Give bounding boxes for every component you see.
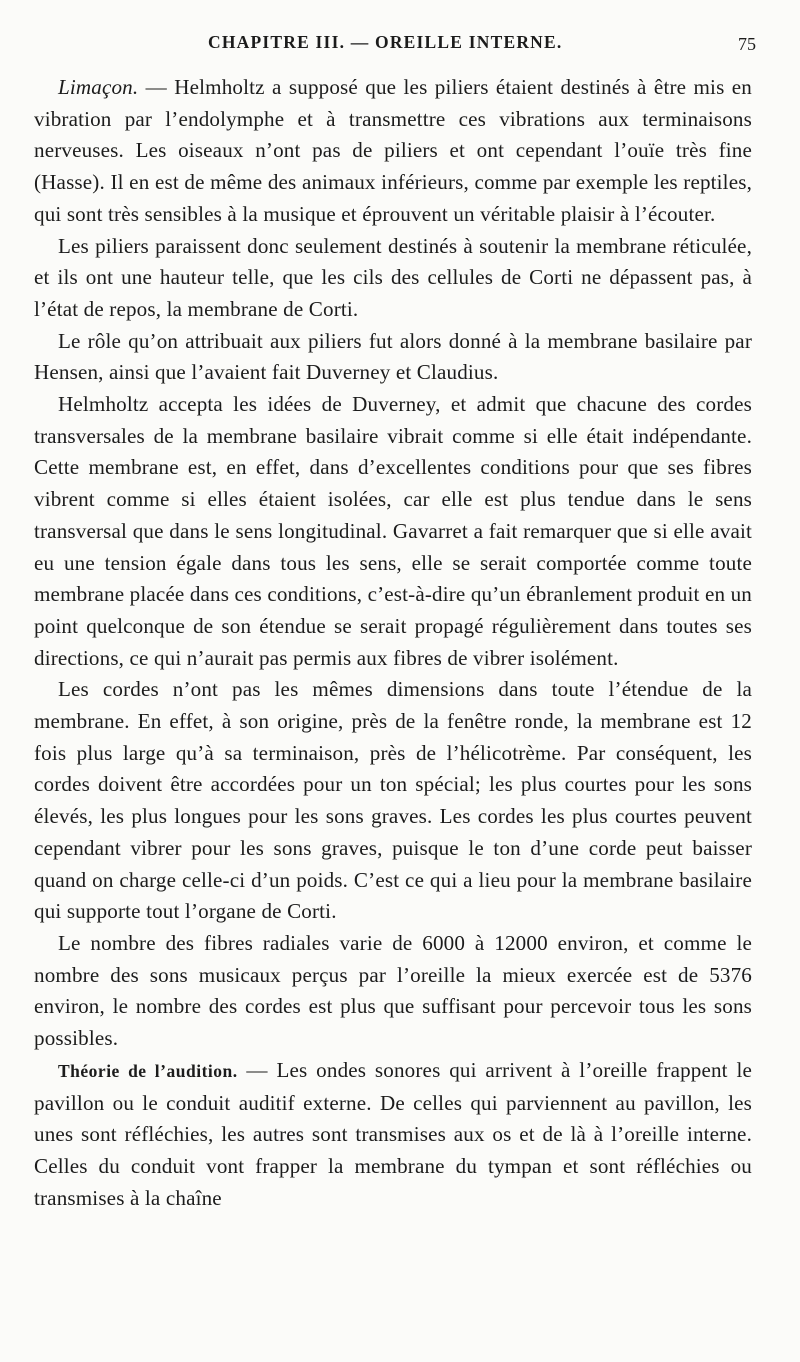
paragraph-piliers: [34, 231, 752, 326]
paragraph-text: — Helmholtz a supposé que les piliers étaient destinés à être mis en vibration par l’endolymphe et à transmettre ces vibrations aux terminaisons nerveuses. Les oiseaux n’ont pas de piliers et ont cependant l’ouïe très fine (Hasse). Il en est de même des animaux inférieurs, comme par exemple les reptiles, qui sont très sensibles à la musique et éprouvent un véritable plaisir à l’écouter.: [34, 75, 752, 226]
paragraph-theorie: [34, 1055, 752, 1215]
paragraph-fibres: [34, 928, 752, 1055]
running-head: [34, 28, 756, 68]
page-number: 75: [738, 34, 756, 54]
paragraph-helmholtz: [34, 389, 752, 674]
body-text: [34, 72, 752, 1214]
paragraph-cordes: [34, 674, 752, 928]
paragraph-text: Les cordes n’ont pas les mêmes dimensions dans toute l’étendue de la membrane. En effet, à son origine, près de la fenêtre ronde, la membrane est 12 fois plus large qu’à sa terminaison, près de l’hélicotrème. Par conséquent, les cordes doivent être accordées pour un ton spécial; les plus courtes pour les sons élevés, les plus longues pour les sons graves. Les cordes les plus courtes peuvent cependant vibrer pour les sons graves, puisque le ton d’une corde peut baisser quand on charge celle-ci d’un poids. C’est ce qui a lieu pour la membrane basilaire qui supporte tout l’organe de Corti.: [34, 677, 752, 924]
paragraph-text: Le nombre des fibres radiales varie de 6000 à 12000 environ, et comme le nombre des sons musicaux perçus par l’oreille la mieux exercée est de 5376 environ, le nombre des cordes est plus que suffisant pour percevoir tous les sons possibles.: [34, 930, 752, 1051]
paragraph-text: Les piliers paraissent donc seulement destinés à soutenir la membrane réticulée, et ils ont une hauteur telle, que les cils des cellules de Corti ne dépassent pas, à l’état de repos, la membrane de Corti.: [34, 233, 752, 321]
paragraph-limacon: [34, 72, 752, 231]
paragraph-text: Le rôle qu’on attribuait aux piliers fut alors donné à la membrane basilaire par Hensen, ainsi que l’avaient fait Duverney et Claudius.: [34, 328, 752, 385]
paragraph-role: [34, 326, 752, 389]
section-lead-limacon: Limaçon.: [58, 75, 139, 99]
section-lead-theorie: Théorie de l’audition.: [58, 1060, 238, 1081]
paragraph-text: — Les ondes sonores qui arrivent à l’oreille frappent le pavillon ou le conduit auditif externe. De celles qui parviennent au pavillon, les unes sont réfléchies, les autres sont transmises aux os et de là à l’oreille interne. Celles du conduit vont frapper la membrane du tympan et sont réfléchies ou transmises à la chaîne: [34, 1057, 753, 1210]
chapter-title: CHAPITRE III. — OREILLE INTERNE.: [208, 32, 563, 52]
paragraph-text: Helmholtz accepta les idées de Duverney, et admit que chacune des cordes transversales de la membrane basilaire vibrait comme si elle était indépendante. Cette membrane est, en effet, dans d’excellentes conditions pour que ses fibres vibrent comme si elles étaient isolées, car elle est plus tendue dans le sens transversal que dans le sens longitudinal. Gavarret a fait remarquer que si elle avait eu une tension égale dans tous les sens, elle se serait comportée comme toute membrane placée dans ces conditions, c’est-à-dire qu’un ébranlement produit en un point quelconque de son étendue se serait propagé régulièrement dans toutes ses directions, ce qui n’aurait pas permis aux fibres de vibrer isolément.: [34, 392, 752, 670]
